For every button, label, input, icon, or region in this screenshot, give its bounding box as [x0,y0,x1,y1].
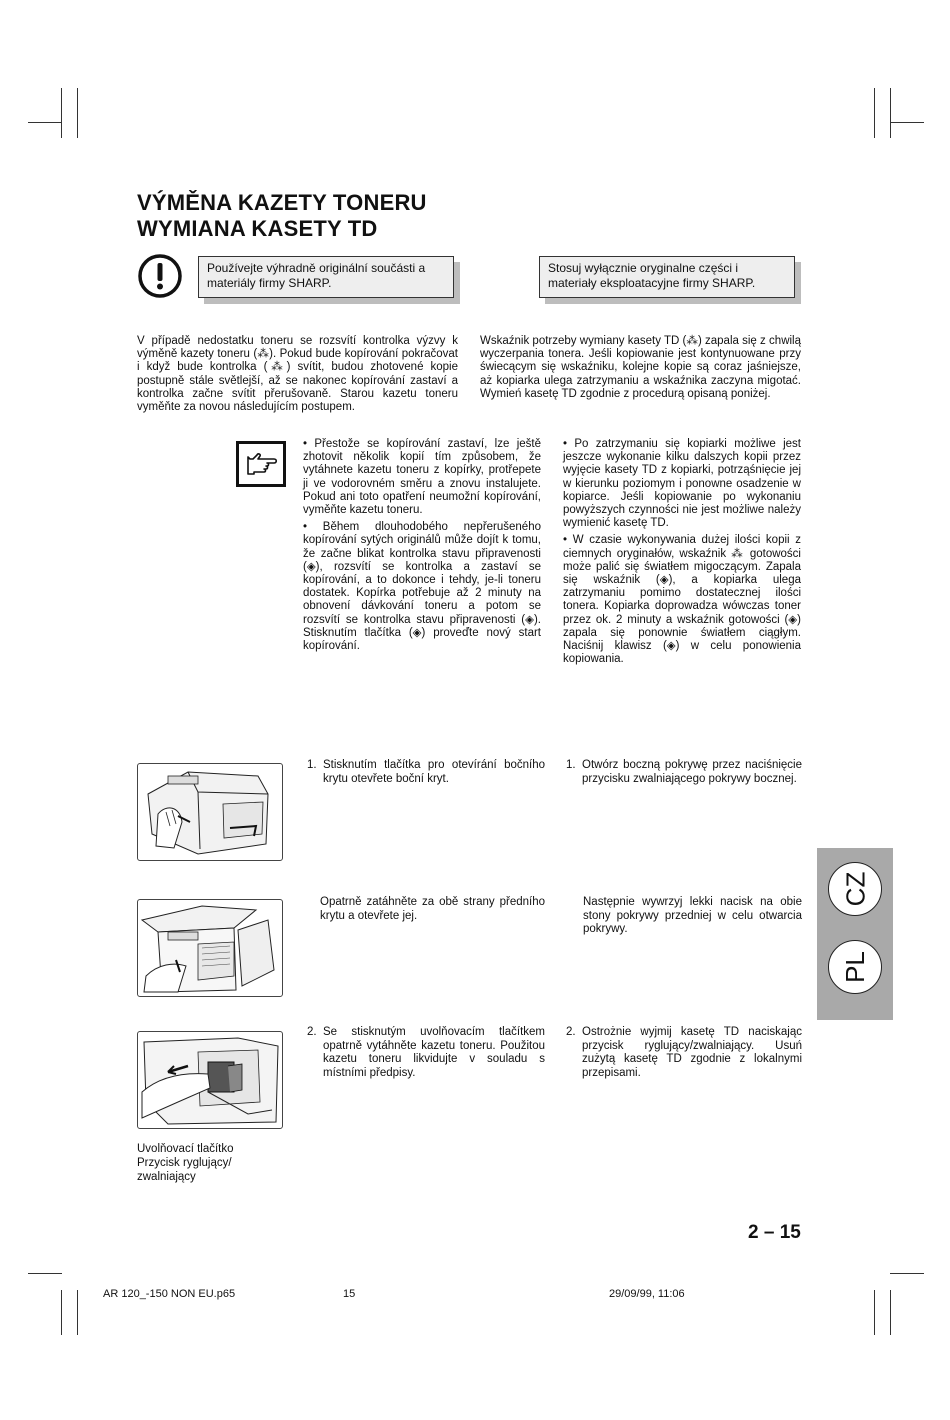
footer-date: 29/09/99, 11:06 [609,1288,685,1300]
note-text-cz: Používejte výhradně originální součásti a materiály firmy SHARP. [207,261,426,290]
page-number: 2 – 15 [748,1222,801,1243]
pointing-hand-icon [236,441,286,487]
tip-cz-2: • Během dlouhodobého nepřerušeného kopírování sytých originálů může dojít k tomu, že začne blikat kontrolka stavu připravenosti (◈), rozsvítí se kontrolka a zastaví se kopírování, a to dokonce i tehdy, je-li toneru dostatek. Kopírka potřebuje až 2 minuty na obnovení dávkování toneru a potom se rozsvítí se kontrolka stavu připravenosti (◈). Stisknutím tlačítka (◈) proveďte nový start kopírování. [303,521,541,653]
tips-cz [303,438,541,657]
tip-pl-1: • Po zatrzymaniu się kopiarki możliwe jest jeszcze wykonanie kilku dalszych kopii przez wyjęcie kasety TD z kopiarki, potrząśnięcie jej w kierunku poziomym i ponowne osadzenie w kopiarce. Jeśli kopiowanie po wykonaniu powyższych czynności nie jest możliwe należy wymienić kasetę TD. [563,438,801,530]
figure-caption [137,1142,267,1184]
step-1-cz [307,759,545,786]
footer-filename: AR 120_-150 NON EU.p65 [103,1288,236,1300]
page-title [137,190,427,242]
step-text: Stisknutím tlačítka pro otevírání bočního krytu otevřete boční kryt. [323,759,545,785]
intro-text-pl: Wskaźnik potrzeby wymiany kasety TD (⁂) zapala się z chwilą wyczerpania tonera. Jeśli kopiowanie jest kontynuowane przy świecącym się wskaźniku, kolejne kopie są coraz jaśniejsze, aż kopiarka ulega zatrzymaniu a wskaźnika zaczyna migotać. Wymień kasetę TD zgodnie z procedurą opisaną poniżej. [480,335,801,400]
tip-cz-1: • Přestože se kopírování zastaví, lze ještě zhotovit několik kopií tím způsobem, že vytáhnete kazetu toneru z kopírky, protřepete ji ve vodorovném směru a znovu instalujete. Pokud ani toto opatření neumožní kopírování, vyměňte kazetu toneru. [303,438,541,517]
step-number: 2. [566,1026,576,1038]
step-1-pl [566,759,802,786]
caption-pl-2: zwalniający [137,1171,196,1183]
lang-pl-label: PL [840,951,870,983]
exclamation-circle-icon [137,253,183,299]
note-box-cz [198,256,454,298]
figure-remove-toner [137,1031,283,1129]
intro-cz [137,335,458,418]
step-text: Se stisknutým uvolňovacím tlačítkem opatrně vytáhněte kazetu toneru. Použitou kazetu toneru likvidujte v souladu s místními předpisy. [323,1026,545,1079]
step-1b-pl [566,896,802,937]
intro-pl [480,335,801,405]
title-cz: VÝMĚNA KAZETY TONERU [137,190,427,215]
note-text-pl: Stosuj wyłącznie oryginalne części i materiały eksploatacyjne firmy SHARP. [548,261,756,290]
step-2-cz [307,1026,545,1080]
step-text: Otwórz boczną pokrywę przez naciśnięcie przycisku zwalniającego pokrywy bocznej. [582,759,802,785]
step-2-pl [566,1026,802,1080]
step-number: 1. [307,759,317,771]
caption-cz: Uvolňovací tlačítko [137,1143,234,1155]
step-number: 2. [307,1026,317,1038]
lang-pl-badge [828,940,882,994]
lang-cz-badge [828,862,882,916]
lang-cz-label: CZ [839,871,870,907]
tips-pl [563,438,801,670]
caption-pl-1: Przycisk ryglujący/ [137,1157,232,1169]
tip-pl-2: • W czasie wykonywania dużej ilości kopii z ciemnych oryginałów, wskaźnik ⁂ gotowości może palić się światłem migoczącym. Zapala się wskaźnik (◈), a kopiarka ulega zatrzymaniu pomimo dostatecznej ilości tonera. Kopiarka doprowadza wówczas toner przez ok. 2 minuty a wskaźnik gotowości (◈) zapala się ponownie światłem ciągłym. Naciśnij klawisz (◈) w celu ponowienia kopiowania. [563,534,801,666]
footer-page: 15 [343,1288,356,1300]
step-text: Ostrożnie wyjmij kasetę TD naciskając przycisk ryglujący/zwalniający. Usuń zużytą kasetę TD zgodnie z lokalnymi przepisami. [582,1026,802,1079]
language-tab [817,848,893,1020]
figure-open-front-cover [137,899,283,997]
step-text: Opatrně zatáhněte za obě strany předního krytu a otevřete jej. [320,896,545,922]
step-1b-cz [307,896,545,923]
title-pl: WYMIANA KASETY TD [137,216,378,241]
note-box-pl [539,256,795,298]
step-number: 1. [566,759,576,771]
intro-text-cz: V případě nedostatku toneru se rozsvítí kontrolka výzvy k výměně kazety toneru (⁂). Pokud bude kopírování pokračovat i když bude kontrolka (⁂) svítit, budou zhotovené kopie postupně stále světlejší, až se nakonec kopírování zastaví a kontrolka začne svítit přerušovaně. Starou kazetu toneru vyměňte za novou následujícím postupem. [137,335,458,414]
figure-open-side-cover [137,763,283,861]
step-text: Następnie wywrzyj lekki nacisk na obie stony pokrywy przedniej w celu otwarcia pokrywy. [583,896,802,935]
